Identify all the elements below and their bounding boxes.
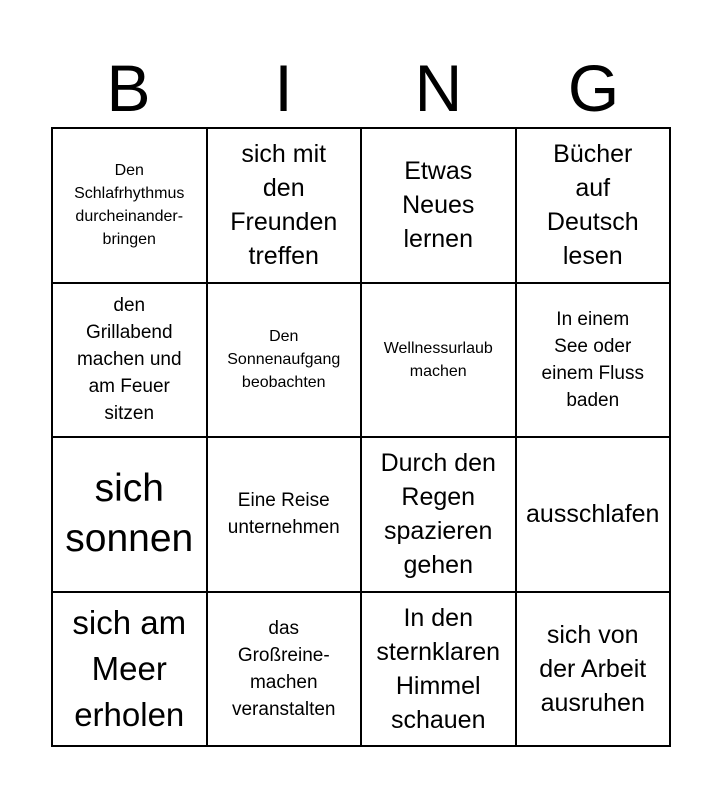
bingo-cell[interactable]: ausschlafen — [517, 438, 672, 593]
bingo-header — [51, 52, 671, 124]
bingo-cell[interactable]: sich sonnen — [53, 438, 208, 593]
bingo-cell[interactable]: In den sternklaren Himmel schauen — [362, 593, 517, 748]
header-letter-g: G — [567, 51, 620, 125]
header-letter-i: I — [274, 51, 293, 125]
bingo-cell[interactable]: Wellnessurlaub machen — [362, 284, 517, 439]
bingo-grid — [51, 127, 671, 747]
header-letter-n: N — [414, 51, 463, 125]
header-letter-b: B — [106, 51, 151, 125]
bingo-cell[interactable]: Durch den Regen spazieren gehen — [362, 438, 517, 593]
bingo-cell[interactable]: Den Schlafrhythmus durcheinander- bringen — [53, 129, 208, 284]
bingo-cell[interactable]: das Großreine- machen veranstalten — [208, 593, 363, 748]
bingo-cell[interactable]: sich am Meer erholen — [53, 593, 208, 748]
bingo-cell[interactable]: sich mit den Freunden treffen — [208, 129, 363, 284]
bingo-cell[interactable]: Eine Reise unternehmen — [208, 438, 363, 593]
bingo-cell[interactable]: Etwas Neues lernen — [362, 129, 517, 284]
bingo-cell[interactable]: den Grillabend machen und am Feuer sitzen — [53, 284, 208, 439]
bingo-cell[interactable]: Bücher auf Deutsch lesen — [517, 129, 672, 284]
bingo-cell[interactable]: In einem See oder einem Fluss baden — [517, 284, 672, 439]
bingo-cell[interactable]: sich von der Arbeit ausruhen — [517, 593, 672, 748]
bingo-cell[interactable]: Den Sonnenaufgang beobachten — [208, 284, 363, 439]
